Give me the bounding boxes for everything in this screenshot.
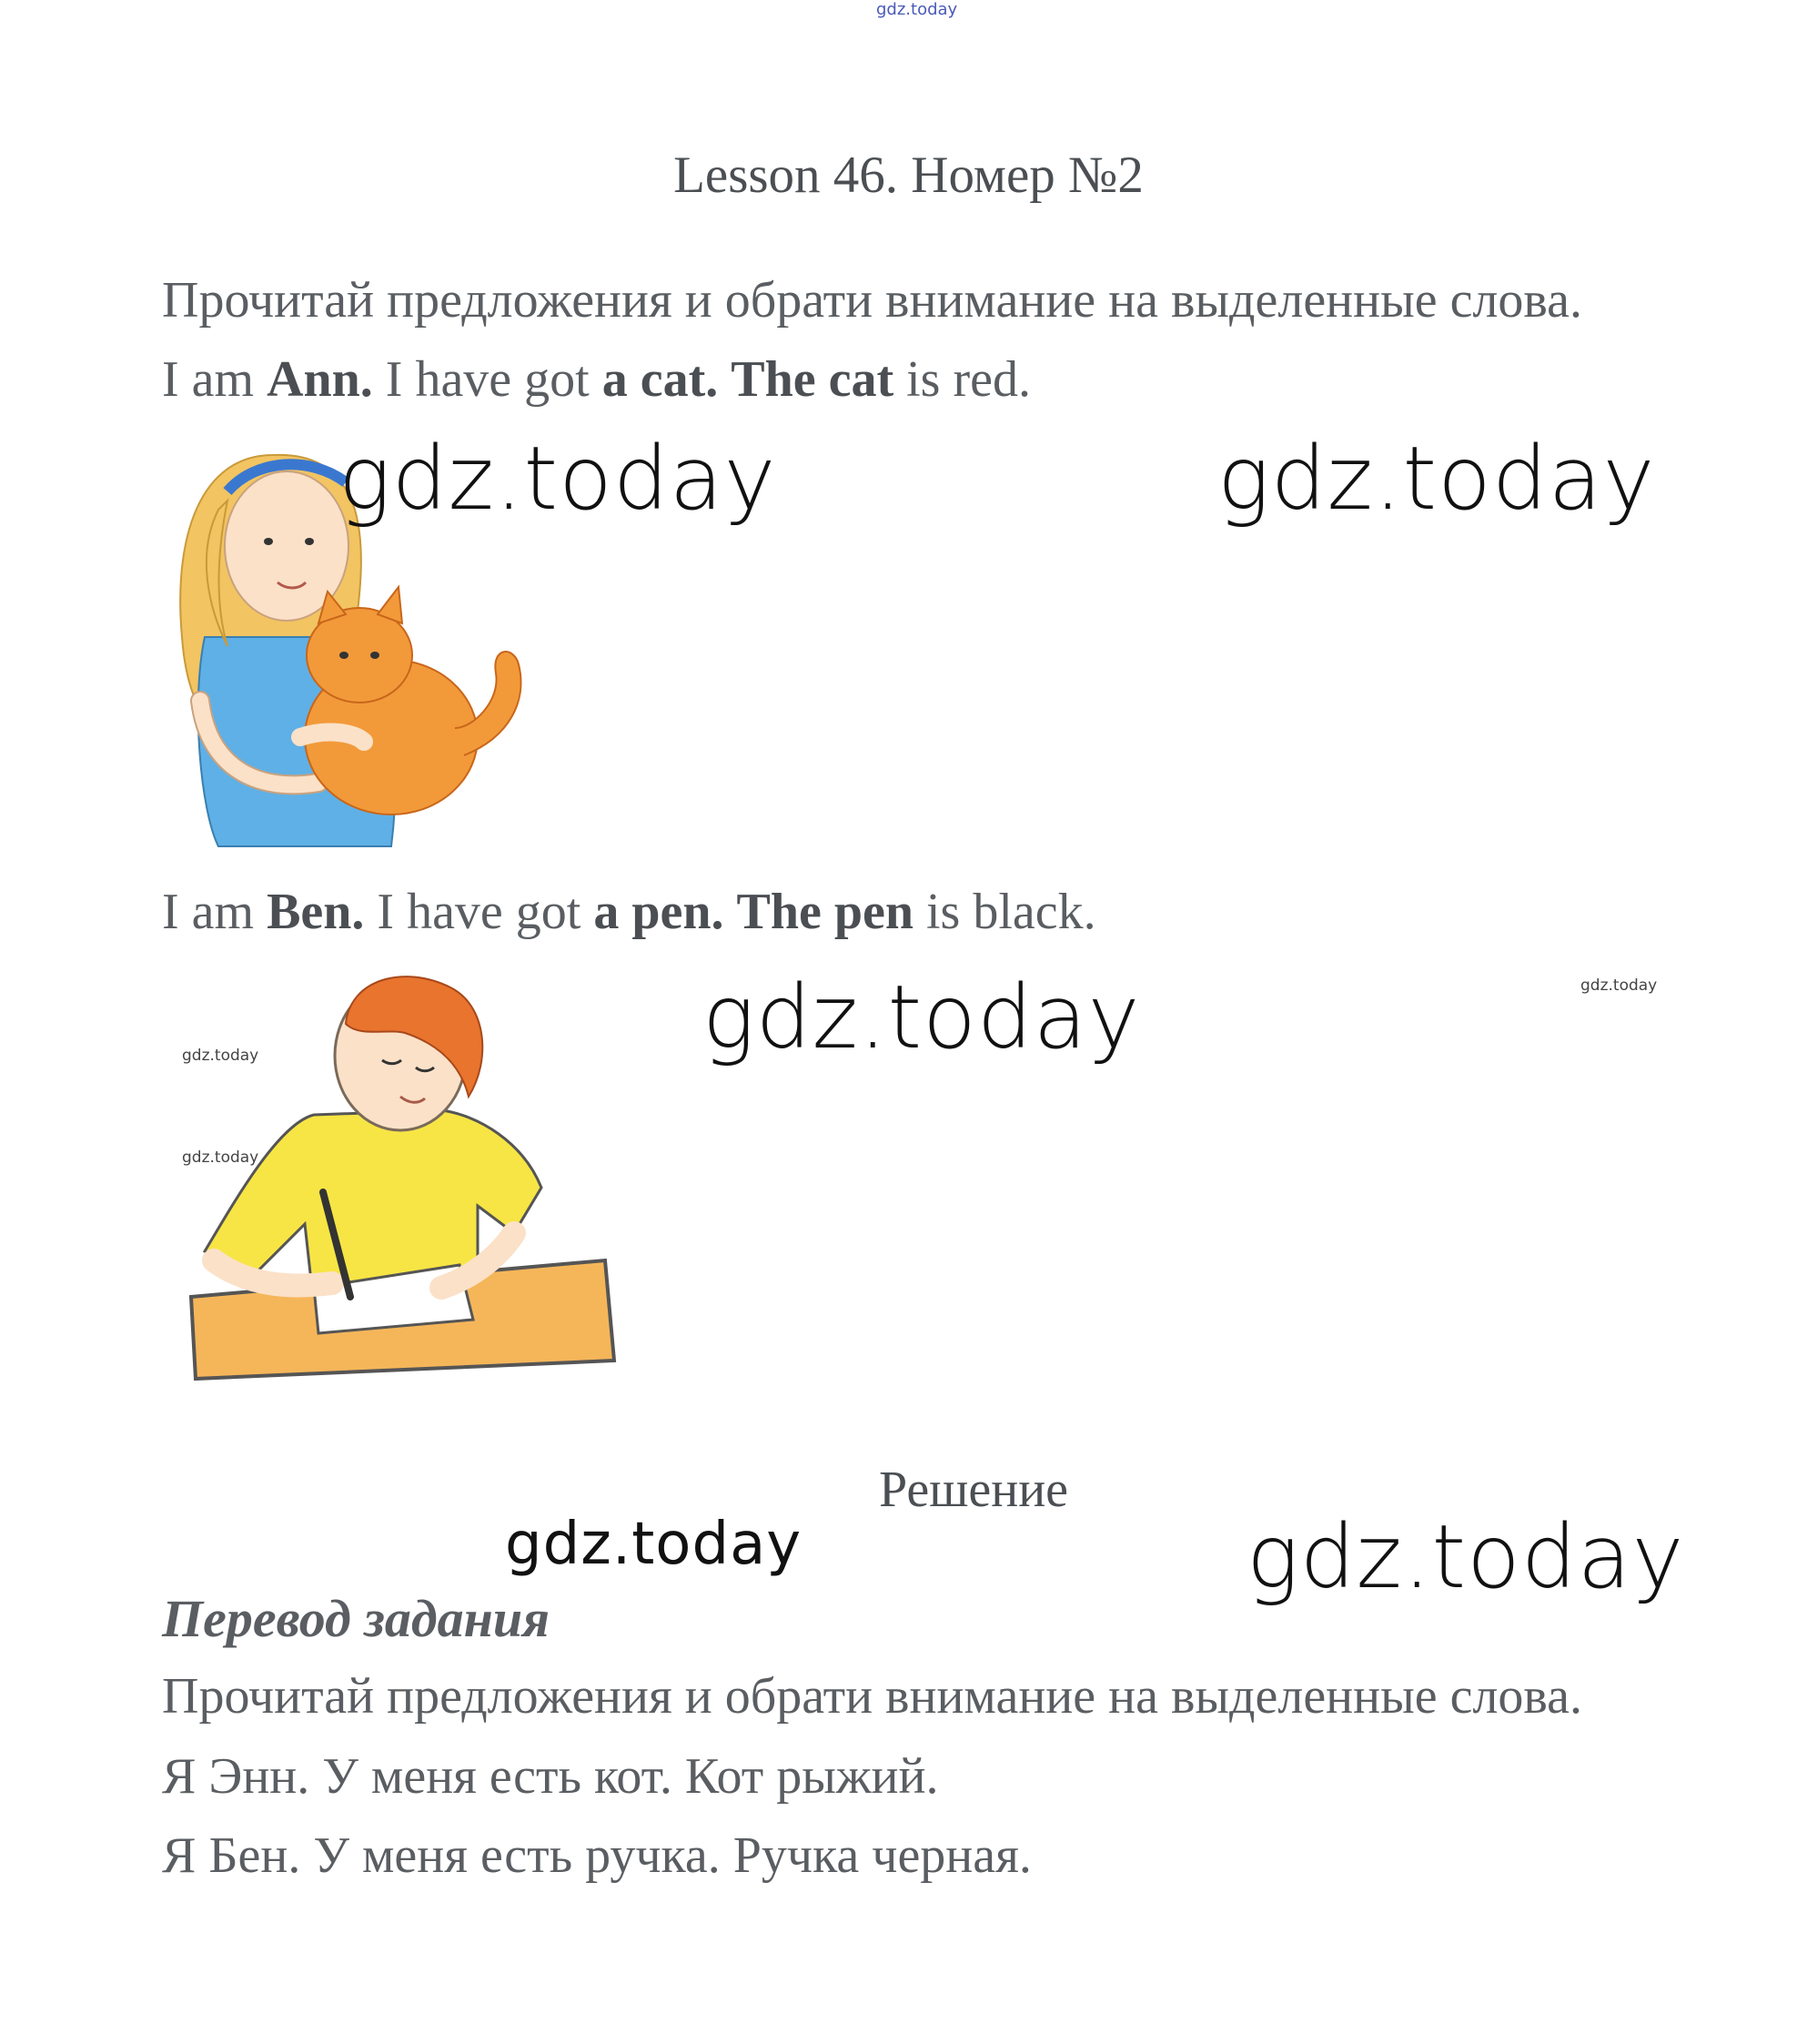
boy-writing-illustration [177, 960, 632, 1397]
watermark-big-4: gdz.today [1247, 1506, 1685, 1608]
solution-heading: Решение [878, 1462, 1069, 1518]
sentence-ann [162, 350, 1031, 409]
translation-line-1: Прочитай предложения и обрати внимание на выделенные слова. [162, 1668, 1582, 1725]
watermark-med-1: gdz.today [505, 1511, 803, 1578]
s2-part3 [724, 884, 737, 940]
s2-bold1: Ben. [267, 884, 365, 940]
watermark-small-3: gdz.today [1580, 976, 1658, 995]
s1-bold2: a cat. [601, 351, 719, 408]
s2-bold2: a pen. [593, 884, 724, 940]
s2-part2: I have got [364, 884, 594, 940]
translation-line-3: Я Бен. У меня есть ручка. Ручка черная. [162, 1827, 1032, 1884]
s1-part2: I have got [372, 351, 602, 408]
s2-bold3: The pen [736, 884, 914, 940]
s1-part1: I am [162, 351, 268, 408]
task-instruction: Прочитай предложения и обрати внимание на выделенные слова. [162, 272, 1582, 329]
translation-heading: Перевод задания [162, 1589, 550, 1648]
s1-bold3: The cat [731, 351, 894, 408]
s1-bold1: Ann. [267, 351, 373, 408]
s2-part4: is black. [914, 884, 1096, 940]
translation-line-2: Я Энн. У меня есть кот. Кот рыжий. [162, 1748, 939, 1805]
s1-part3 [718, 351, 731, 408]
sentence-ben [162, 883, 1096, 941]
watermark-top: gdz.today [876, 0, 958, 19]
s2-part1: I am [162, 884, 268, 940]
watermark-small-1: gdz.today [182, 1047, 259, 1065]
watermark-big-1: gdz.today [338, 428, 777, 530]
page-title: Lesson 46. Номер №2 [673, 147, 1144, 204]
s1-part4: is red. [893, 351, 1031, 408]
watermark-small-2: gdz.today [182, 1148, 259, 1167]
watermark-big-2: gdz.today [1217, 428, 1656, 530]
watermark-big-3: gdz.today [702, 966, 1141, 1068]
